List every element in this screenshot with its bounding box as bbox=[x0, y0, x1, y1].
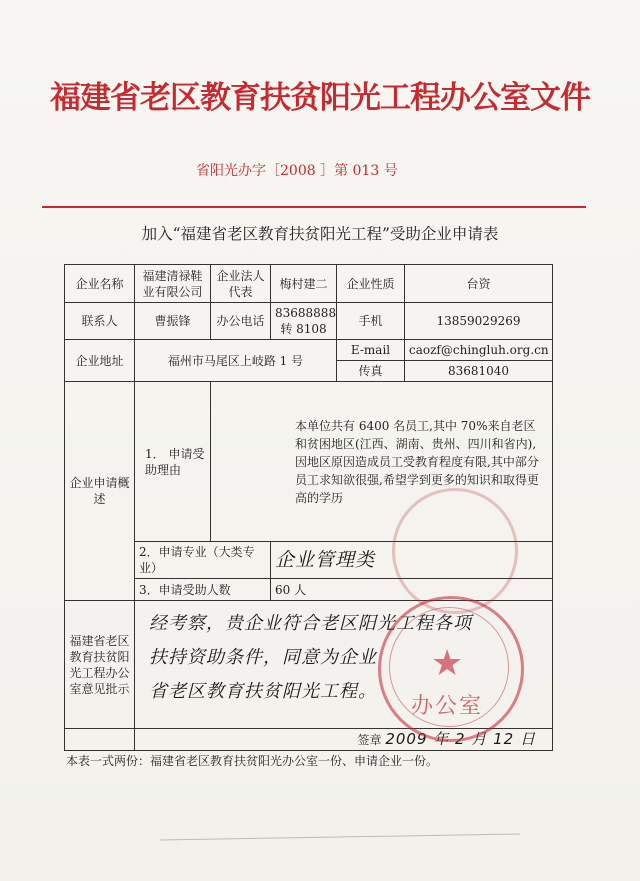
label-opinion: 福建省老区教育扶贫阳光工程办公室意见批示 bbox=[65, 601, 135, 729]
table-row bbox=[65, 340, 553, 361]
label-legal-rep: 企业法人代表 bbox=[211, 265, 271, 303]
table-row bbox=[65, 303, 553, 340]
label-mobile: 手机 bbox=[337, 303, 405, 340]
header-divider bbox=[42, 206, 586, 208]
value-mobile: 13859029269 bbox=[405, 303, 553, 340]
label-reason: 1． 申请受助理由 bbox=[135, 382, 211, 542]
value-major: 企业管理类 bbox=[271, 542, 553, 579]
value-reason: 本单位共有 6400 名员工,其中 70%来自老区和贫困地区(江西、湖南、贵州、四川和省内),因地区原因造成员工受教育程度有限,其中部分员工求知欲很强,希望学到更多的知识和取得更高的学历 bbox=[211, 382, 553, 542]
label-summary: 企业申请概述 bbox=[65, 382, 135, 601]
opinion-line-3: 省老区教育扶贫阳光工程。 bbox=[149, 681, 377, 702]
label-count: 3．申请受助人数 bbox=[135, 579, 271, 601]
value-office-phone: 83688888 转 8108 bbox=[271, 303, 337, 340]
document-number: 省阳光办字［2008 ］第 013 号 bbox=[196, 163, 398, 179]
value-address: 福州市马尾区上岐路 1 号 bbox=[135, 340, 337, 382]
bottom-decoration bbox=[100, 830, 540, 850]
seal-text: 办公室 bbox=[411, 694, 484, 719]
label-fax: 传真 bbox=[337, 361, 405, 382]
value-count: 60 人 bbox=[271, 579, 553, 601]
value-legal-rep: 梅村建二 bbox=[271, 265, 337, 303]
label-company-type: 企业性质 bbox=[337, 265, 405, 303]
label-address: 企业地址 bbox=[65, 340, 135, 382]
office-seal bbox=[378, 596, 524, 742]
decor-line bbox=[160, 834, 520, 840]
document-header-title: 福建省老区教育扶贫阳光工程办公室文件 bbox=[50, 80, 590, 116]
value-email: caozf@chingluh.org.cn bbox=[405, 340, 553, 361]
value-company-type: 台资 bbox=[405, 265, 553, 303]
table-row bbox=[65, 265, 553, 303]
signature-date: 2009 年 2 月 12 日 bbox=[385, 730, 536, 748]
signature-line bbox=[135, 729, 553, 751]
footer-note: 本表一式两份：福建省老区教育扶贫阳光办公室一份、申请企业一份。 bbox=[66, 754, 439, 768]
label-email: E-mail bbox=[337, 340, 405, 361]
value-contact: 曹振锋 bbox=[135, 303, 211, 340]
value-company-name: 福建清禄鞋业有限公司 bbox=[135, 265, 211, 303]
faint-seal bbox=[392, 488, 518, 614]
value-fax: 83681040 bbox=[405, 361, 553, 382]
label-contact: 联系人 bbox=[65, 303, 135, 340]
opinion-line-2: 扶持资助条件，同意为企业 bbox=[149, 647, 377, 668]
label-major: 2．申请专业（大类专业） bbox=[135, 542, 271, 579]
label-company-name: 企业名称 bbox=[65, 265, 135, 303]
opinion-line-1: 经考察，贵企业符合老区阳光工程各项 bbox=[149, 613, 472, 634]
star-icon: ★ bbox=[431, 643, 464, 684]
signature-label: 签章 bbox=[357, 733, 382, 747]
label-office-phone: 办公电话 bbox=[211, 303, 271, 340]
form-title: 加入“福建省老区教育扶贫阳光工程”受助企业申请表 bbox=[141, 225, 499, 243]
